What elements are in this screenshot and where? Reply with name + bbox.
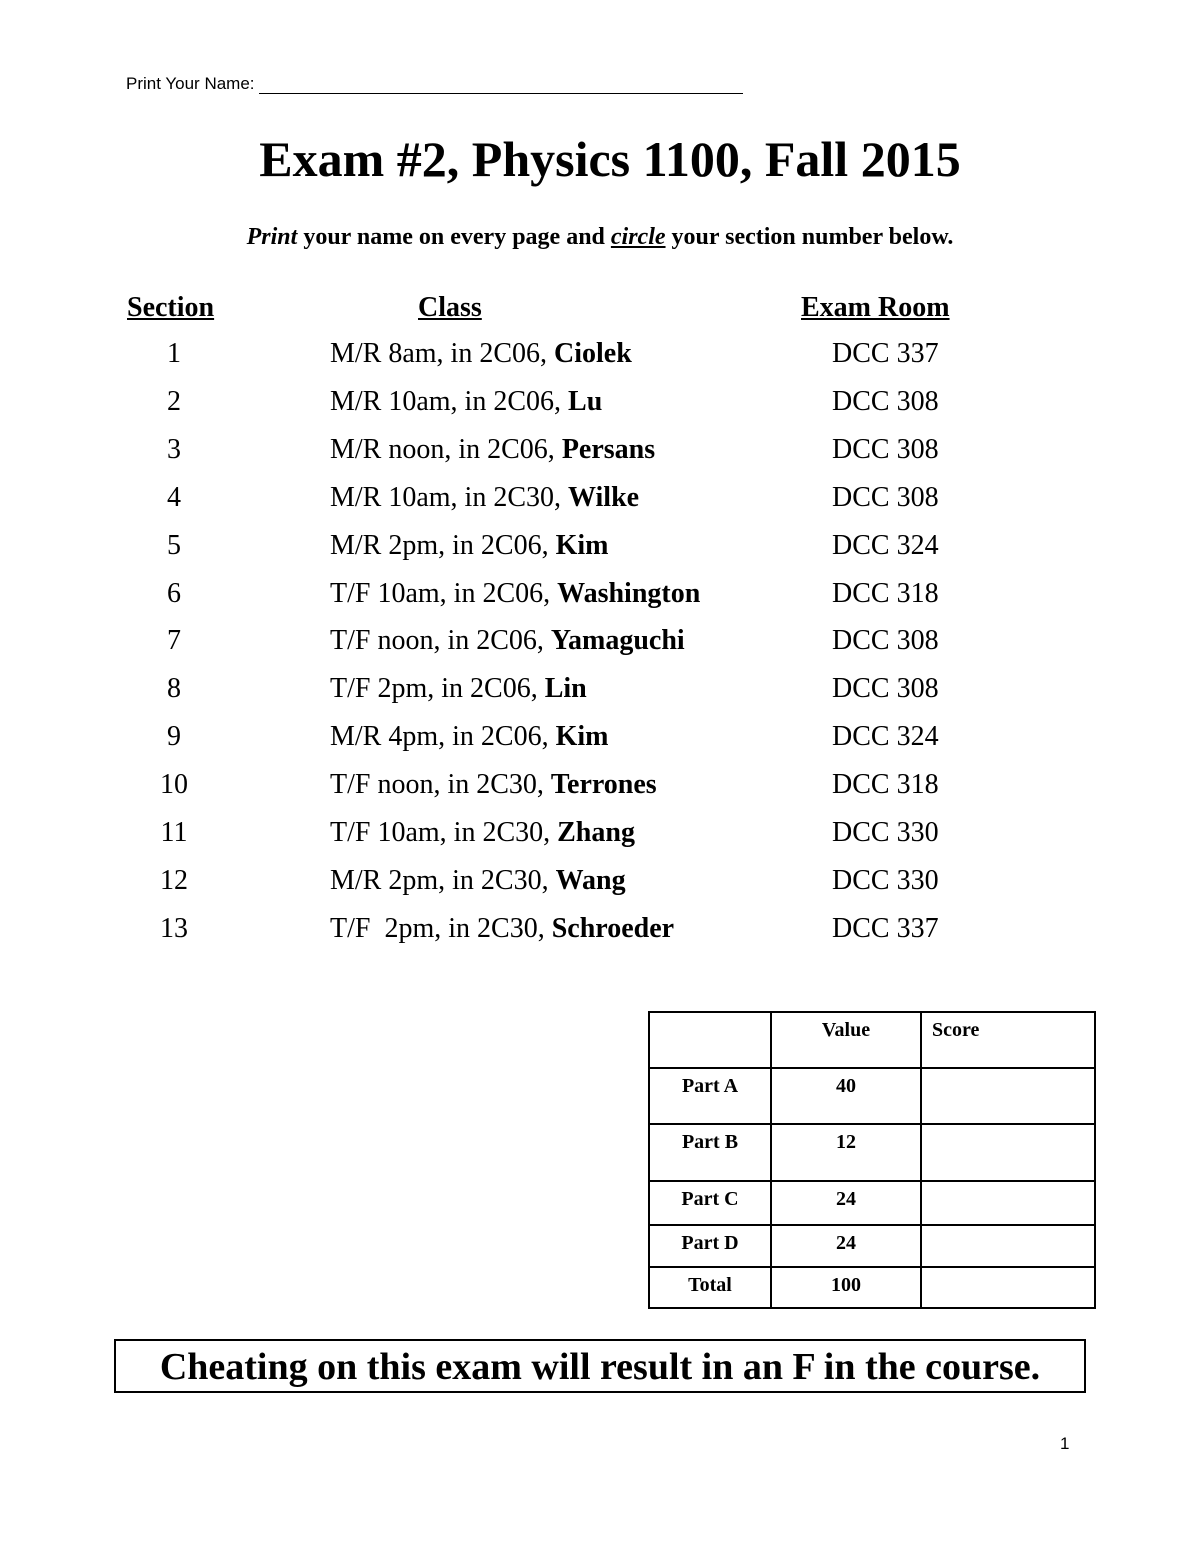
section-instructor: Kim: [555, 721, 609, 753]
section-instructor: Persans: [561, 433, 656, 465]
section-room: DCC 337: [832, 338, 939, 369]
section-room: DCC 318: [832, 577, 939, 609]
section-row: [0, 625, 1200, 673]
score-value: 40: [771, 1068, 921, 1124]
section-room: DCC 308: [832, 625, 939, 657]
section-class: [330, 578, 700, 610]
section-class: [330, 769, 657, 801]
score-part: Total: [649, 1267, 771, 1308]
section-instructor: Yamaguchi: [550, 625, 685, 657]
score-table-row: [649, 1225, 1095, 1267]
section-room: DCC 308: [832, 481, 939, 513]
score-value: 24: [771, 1225, 921, 1267]
cheating-warning: Cheating on this exam will result in an F in the course.: [114, 1339, 1086, 1393]
section-class: [330, 865, 626, 897]
score-table-header-score: Score: [921, 1012, 1095, 1068]
score-table-header-value: Value: [771, 1012, 921, 1068]
column-header-class: Class: [418, 292, 482, 323]
section-room: DCC 330: [832, 864, 939, 896]
section-number: 9: [167, 721, 181, 753]
section-room: DCC 324: [832, 721, 939, 753]
section-number: 3: [167, 433, 181, 465]
score-table-row: [649, 1068, 1095, 1124]
section-number: 8: [167, 673, 181, 705]
column-header-exam-room: [801, 292, 950, 324]
section-time: M/R 2pm, in 2C30,: [330, 864, 556, 896]
section-class: [330, 434, 655, 466]
score-cell: [921, 1068, 1095, 1124]
score-table-row: [649, 1267, 1095, 1308]
section-number: 13: [160, 912, 188, 944]
score-value: 24: [771, 1181, 921, 1225]
section-row: [0, 530, 1200, 578]
name-label: Print Your Name:: [126, 74, 255, 93]
section-number: 10: [160, 769, 188, 801]
score-table-row: [649, 1181, 1095, 1225]
section-instructor: Wang: [555, 864, 626, 896]
section-time: M/R noon, in 2C06,: [330, 433, 562, 465]
section-room: DCC 308: [832, 673, 939, 705]
section-row: [0, 338, 1200, 386]
instructions-text-1: your name on every page and: [297, 224, 611, 250]
score-value: 12: [771, 1124, 921, 1181]
score-table-header-row: [649, 1012, 1095, 1068]
score-table-header-blank: [649, 1012, 771, 1068]
section-room: DCC 308: [832, 433, 939, 465]
section-row: [0, 913, 1200, 961]
section-time: M/R 4pm, in 2C06,: [330, 721, 556, 753]
score-cell: [921, 1225, 1095, 1267]
section-row: [0, 865, 1200, 913]
section-class: [330, 530, 608, 562]
section-time: T/F 10am, in 2C06,: [330, 577, 558, 609]
score-part: Part A: [649, 1068, 771, 1124]
section-number: 12: [160, 864, 188, 896]
score-part: Part B: [649, 1124, 771, 1181]
section-room: DCC 337: [832, 912, 939, 944]
section-class: [330, 386, 602, 418]
section-number: 6: [167, 577, 181, 609]
section-time: M/R 10am, in 2C30,: [330, 481, 569, 513]
section-number: 11: [160, 817, 188, 848]
section-time: T/F 10am, in 2C30,: [330, 817, 558, 848]
section-time: M/R 10am, in 2C06,: [330, 385, 569, 417]
section-number: 1: [167, 338, 181, 369]
section-time: M/R 2pm, in 2C06,: [330, 529, 556, 561]
instructions-print: Print: [246, 224, 298, 250]
score-part: Part C: [649, 1181, 771, 1225]
section-time: T/F noon, in 2C06,: [330, 625, 551, 657]
section-class: [330, 482, 639, 514]
section-instructor: Ciolek: [554, 338, 632, 369]
score-cell: [921, 1267, 1095, 1308]
score-table-row: [649, 1124, 1095, 1181]
section-room: DCC 330: [832, 817, 939, 848]
section-number: 7: [167, 625, 181, 657]
name-line: [126, 74, 743, 94]
score-cell: [921, 1124, 1095, 1181]
section-instructor: Lu: [568, 385, 603, 417]
section-row: [0, 769, 1200, 817]
section-room: DCC 324: [832, 529, 939, 561]
section-instructor: Schroeder: [551, 912, 675, 944]
score-cell: [921, 1181, 1095, 1225]
section-number: 5: [167, 529, 181, 561]
section-class: [330, 338, 632, 370]
section-time: T/F 2pm, in 2C30,: [330, 912, 552, 944]
section-instructor: Kim: [555, 529, 609, 561]
section-row: [0, 817, 1200, 865]
instructions-text-2: your section number below.: [665, 224, 954, 250]
section-number: 4: [167, 481, 181, 513]
name-blank-line: [259, 75, 743, 94]
instructions: [0, 224, 1200, 251]
section-class: [330, 721, 608, 753]
page-number: 1: [1060, 1434, 1070, 1453]
section-row: [0, 482, 1200, 530]
section-time: T/F noon, in 2C30,: [330, 769, 551, 801]
section-number: 2: [167, 385, 181, 417]
column-header-exam: Exam: [801, 292, 871, 323]
instructions-circle: circle: [610, 224, 666, 250]
section-class: [330, 913, 674, 945]
section-instructor: Washington: [557, 577, 701, 609]
section-room: DCC 308: [832, 385, 939, 417]
section-time: T/F 2pm, in 2C06,: [330, 673, 545, 705]
section-instructor: Wilke: [568, 481, 640, 513]
section-class: [330, 817, 635, 849]
section-row: [0, 673, 1200, 721]
column-header-room: Room: [878, 292, 950, 323]
section-row: [0, 434, 1200, 482]
section-class: [330, 625, 685, 657]
section-instructor: Terrones: [550, 769, 657, 801]
section-class: [330, 673, 587, 705]
section-row: [0, 721, 1200, 769]
score-part: Part D: [649, 1225, 771, 1267]
section-room: DCC 318: [832, 769, 939, 801]
exam-title: Exam #2, Physics 1100, Fall 2015: [259, 131, 961, 187]
section-instructor: Lin: [544, 673, 587, 705]
section-time: M/R 8am, in 2C06,: [330, 338, 555, 369]
section-row: [0, 386, 1200, 434]
column-header-section: Section: [127, 292, 215, 323]
score-table: [648, 1011, 1096, 1309]
section-instructor: Zhang: [557, 817, 635, 848]
section-row: [0, 578, 1200, 626]
score-value: 100: [771, 1267, 921, 1308]
